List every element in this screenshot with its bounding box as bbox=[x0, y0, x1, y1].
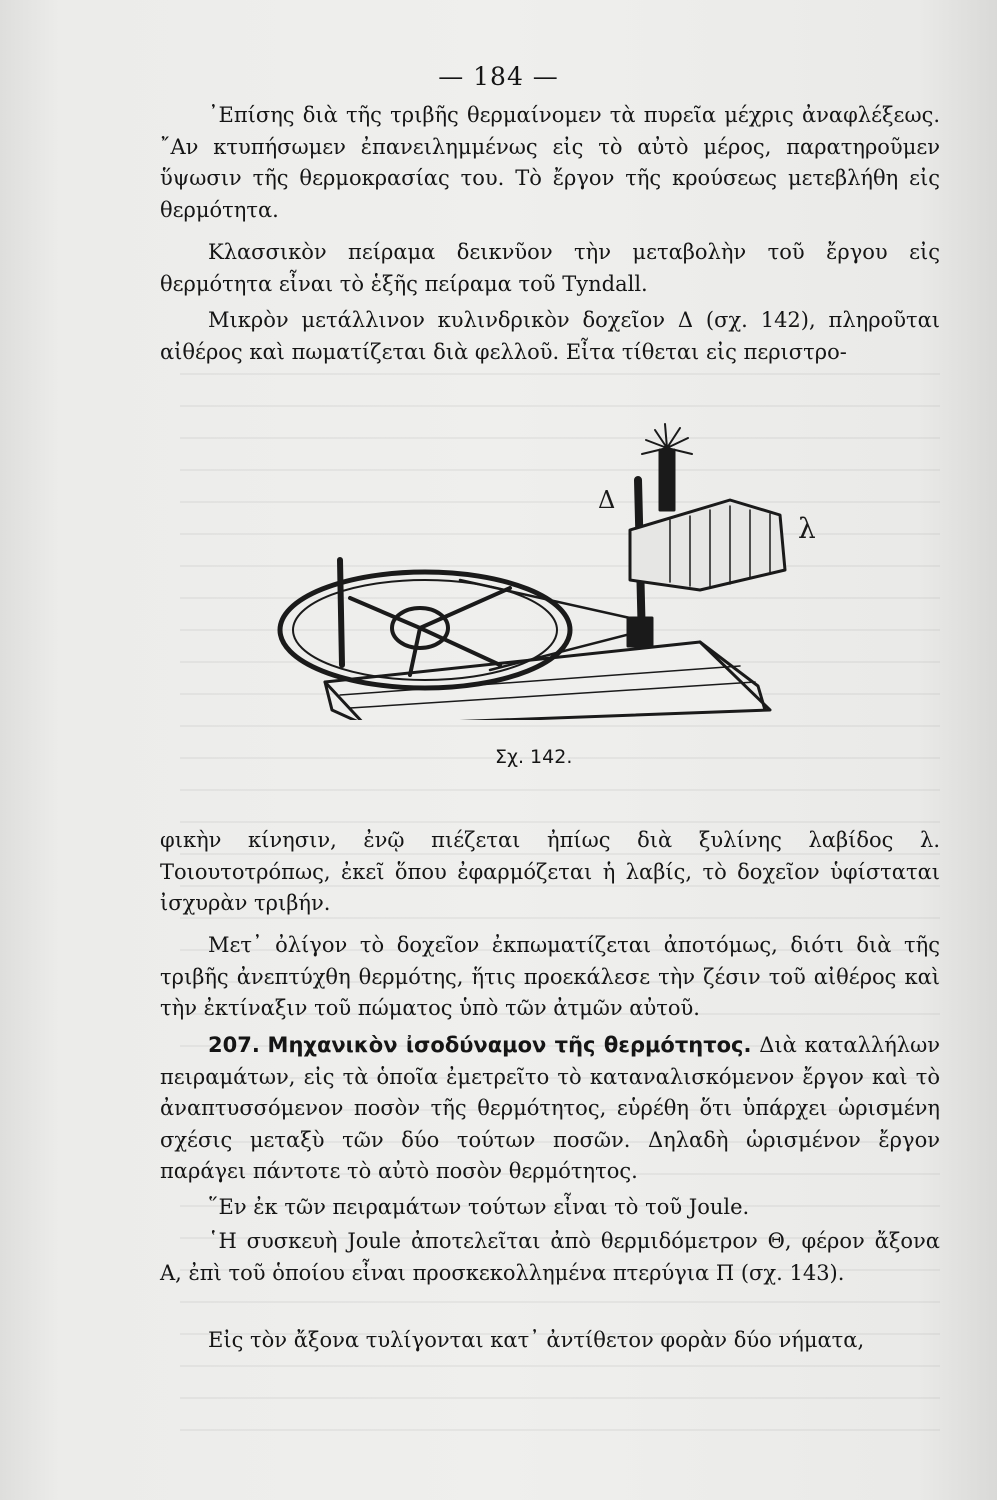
paragraph-cork: Μετ᾿ ὀλίγον τὸ δοχεῖον ἐκπωματίζεται ἀποτόμως, διότι διὰ τῆς τριβῆς ἀνεπτύχθη θερμότης, ἥτις προεκάλεσε τὴν ζέσιν τοῦ αἰθέρος καὶ τὴν ἐκτίναξιν τοῦ πώματος ὑπὸ τῶν ἀτμῶν αὐτοῦ. bbox=[160, 933, 940, 1020]
crank-handle bbox=[340, 560, 342, 665]
section-text: Διὰ καταλλήλων πειραμάτων, εἰς τὰ ὁποῖα ἐμετρεῖτο τὸ καταναλισκόμενον ἔργον καὶ τὸ ἀναπτυσσόμενον ποσὸν τῆς θερμότητος, εὑρέθη ὅτι ὑπάρχει ὡρισμένη σχέσις μεταξὺ τῶν δύο τούτων ποσῶν. Δηλαδὴ ὡρισμένον ἔργον παράγει πάντοτε τὸ αὐτὸ ποσὸν θερμότητος. bbox=[160, 1033, 940, 1183]
page-number: — 184 — bbox=[438, 62, 559, 91]
paragraph-rotation: φικὴν κίνησιν, ἐνῷ πιέζεται ἠπίως διὰ ξυλίνης λαβίδος λ. Τοιουτοτρόπως, ἐκεῖ ὅπου ἐφαρμόζεται ἡ λαβίς, τὸ δοχεῖον ὑφίσταται ἰσχυρὰν τριβήν. bbox=[160, 828, 940, 915]
wooden-clamp bbox=[630, 500, 785, 590]
label-clamp: λ bbox=[798, 512, 816, 545]
paragraph-joule-intro: ῞Εν ἐκ τῶν πειραμάτων τούτων εἶναι τὸ τοῦ Joule. bbox=[208, 1195, 750, 1219]
figure-caption: Σχ. 142. bbox=[495, 746, 573, 768]
paragraph-vessel: Μικρὸν μετάλλινον κυλινδρικὸν δοχεῖον Δ (σχ. 142), πληροῦται αἰθέρος καὶ πωματίζεται διὰ φελλοῦ. Εἶτα τίθεται εἰς περιστρο- bbox=[160, 308, 940, 364]
paragraph-joule-device: ῾Η συσκευὴ Joule ἀποτελεῖται ἀπὸ θερμιδόμετρον Θ, φέρον ἄξονα Α, ἐπὶ τοῦ ὁποίου εἶναι προσκεκολλημένα πτερύγια Π (σχ. 143). bbox=[160, 1229, 940, 1285]
tyndall-apparatus-figure bbox=[270, 420, 830, 720]
paragraph-tyndall-intro: Κλασσικὸν πείραμα δεικνῦον τὴν μεταβολὴν τοῦ ἔργου εἰς θερμότητα εἶναι τὸ ἑξῆς πείραμα τοῦ Tyndall. bbox=[160, 240, 940, 296]
section-number: 207. bbox=[208, 1033, 260, 1057]
paragraph-threads: Εἰς τὸν ἄξονα τυλίγονται κατ᾿ ἀντίθετον φορὰν δύο νήματα, bbox=[208, 1328, 865, 1352]
wooden-base bbox=[325, 642, 770, 720]
label-vessel: Δ bbox=[598, 486, 616, 514]
section-title: Μηχανικὸν ἰσοδύναμον τῆς θερμότητος. bbox=[267, 1033, 752, 1057]
ether-vessel bbox=[660, 450, 674, 510]
section-207 bbox=[160, 1030, 940, 1188]
paragraph-friction: ᾿Επίσης διὰ τῆς τριβῆς θερμαίνομεν τὰ πυρεῖα μέχρις ἀναφλέξεως. ῎Αν κτυπήσωμεν ἐπανειλημμένως εἰς τὸ αὐτὸ μέρος, παρατηροῦμεν ὕψωσιν τῆς θερμοκρασίας του. Τὸ ἔργον τῆς κρούσεως μετεβλήθη εἰς θερμότητα. bbox=[160, 103, 940, 222]
